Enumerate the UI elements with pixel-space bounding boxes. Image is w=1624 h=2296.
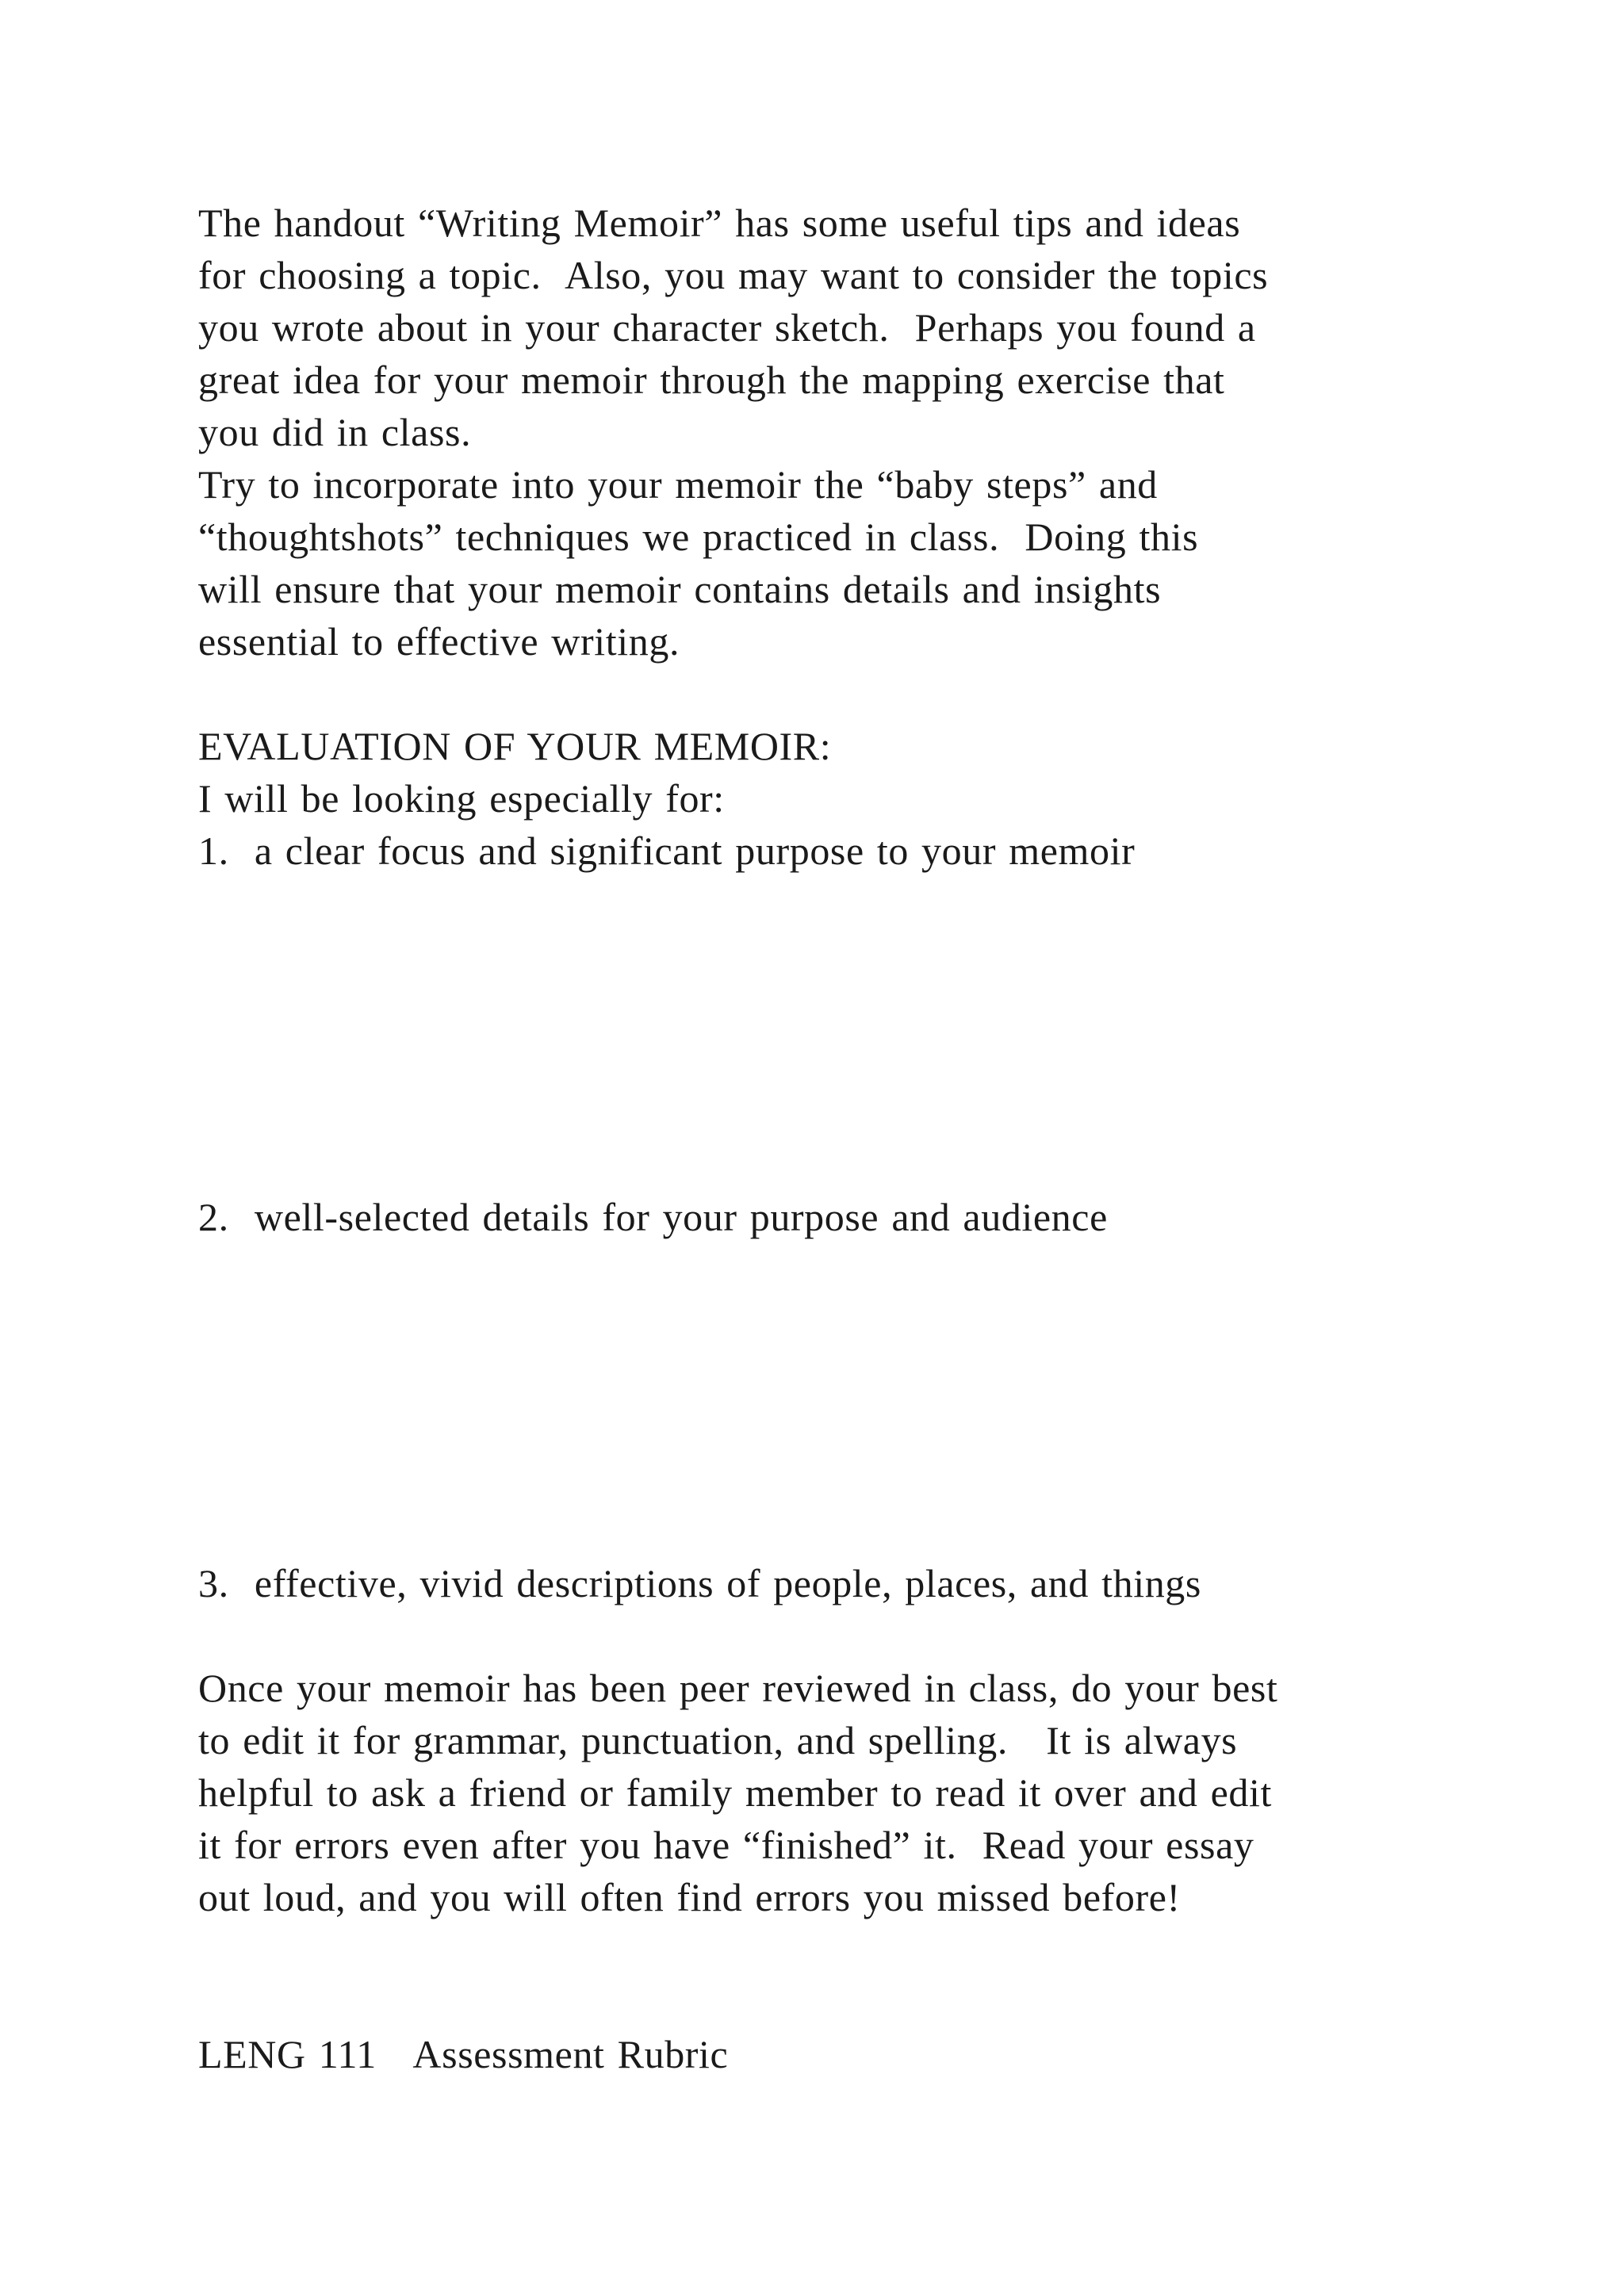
editing-line: helpful to ask a friend or family member to read it over and edit (198, 1770, 1272, 1815)
techniques-line: essential to effective writing. (198, 619, 680, 664)
criterion-item: 2. well-selected details for your purpose and audience (198, 1195, 1108, 1239)
editing-line: Once your memoir has been peer reviewed in class, do your best (198, 1666, 1278, 1710)
editing-line: it for errors even after you have “finished” it. Read your essay (198, 1823, 1254, 1867)
techniques-line: Try to incorporate into your memoir the “baby steps” and (198, 462, 1158, 507)
evaluation-intro: I will be looking especially for: (198, 776, 725, 821)
topic-line: great idea for your memoir through the mapping exercise that (198, 358, 1225, 402)
topic-line: you did in class. (198, 410, 472, 454)
topic-line: you wrote about in your character sketch. Perhaps you found a (198, 305, 1256, 350)
evaluation-heading: EVALUATION OF YOUR MEMOIR: (198, 724, 832, 768)
techniques-line: will ensure that your memoir contains details and insights (198, 567, 1162, 611)
criterion-item: 3. effective, vivid descriptions of people, places, and things (198, 1561, 1201, 1605)
criterion-item: 1. a clear focus and significant purpose to your memoir (198, 828, 1136, 873)
topic-line: The handout “Writing Memoir” has some useful tips and ideas (198, 201, 1241, 245)
techniques-line: “thoughtshots” techniques we practiced in class. Doing this (198, 515, 1199, 559)
course-rubric-label: LENG 111 Assessment Rubric (198, 2032, 729, 2076)
editing-line: out loud, and you will often find errors you missed before! (198, 1875, 1181, 1919)
topic-line: for choosing a topic. Also, you may want to consider the topics (198, 253, 1269, 297)
editing-line: to edit it for grammar, punctuation, and spelling. It is always (198, 1718, 1238, 1762)
